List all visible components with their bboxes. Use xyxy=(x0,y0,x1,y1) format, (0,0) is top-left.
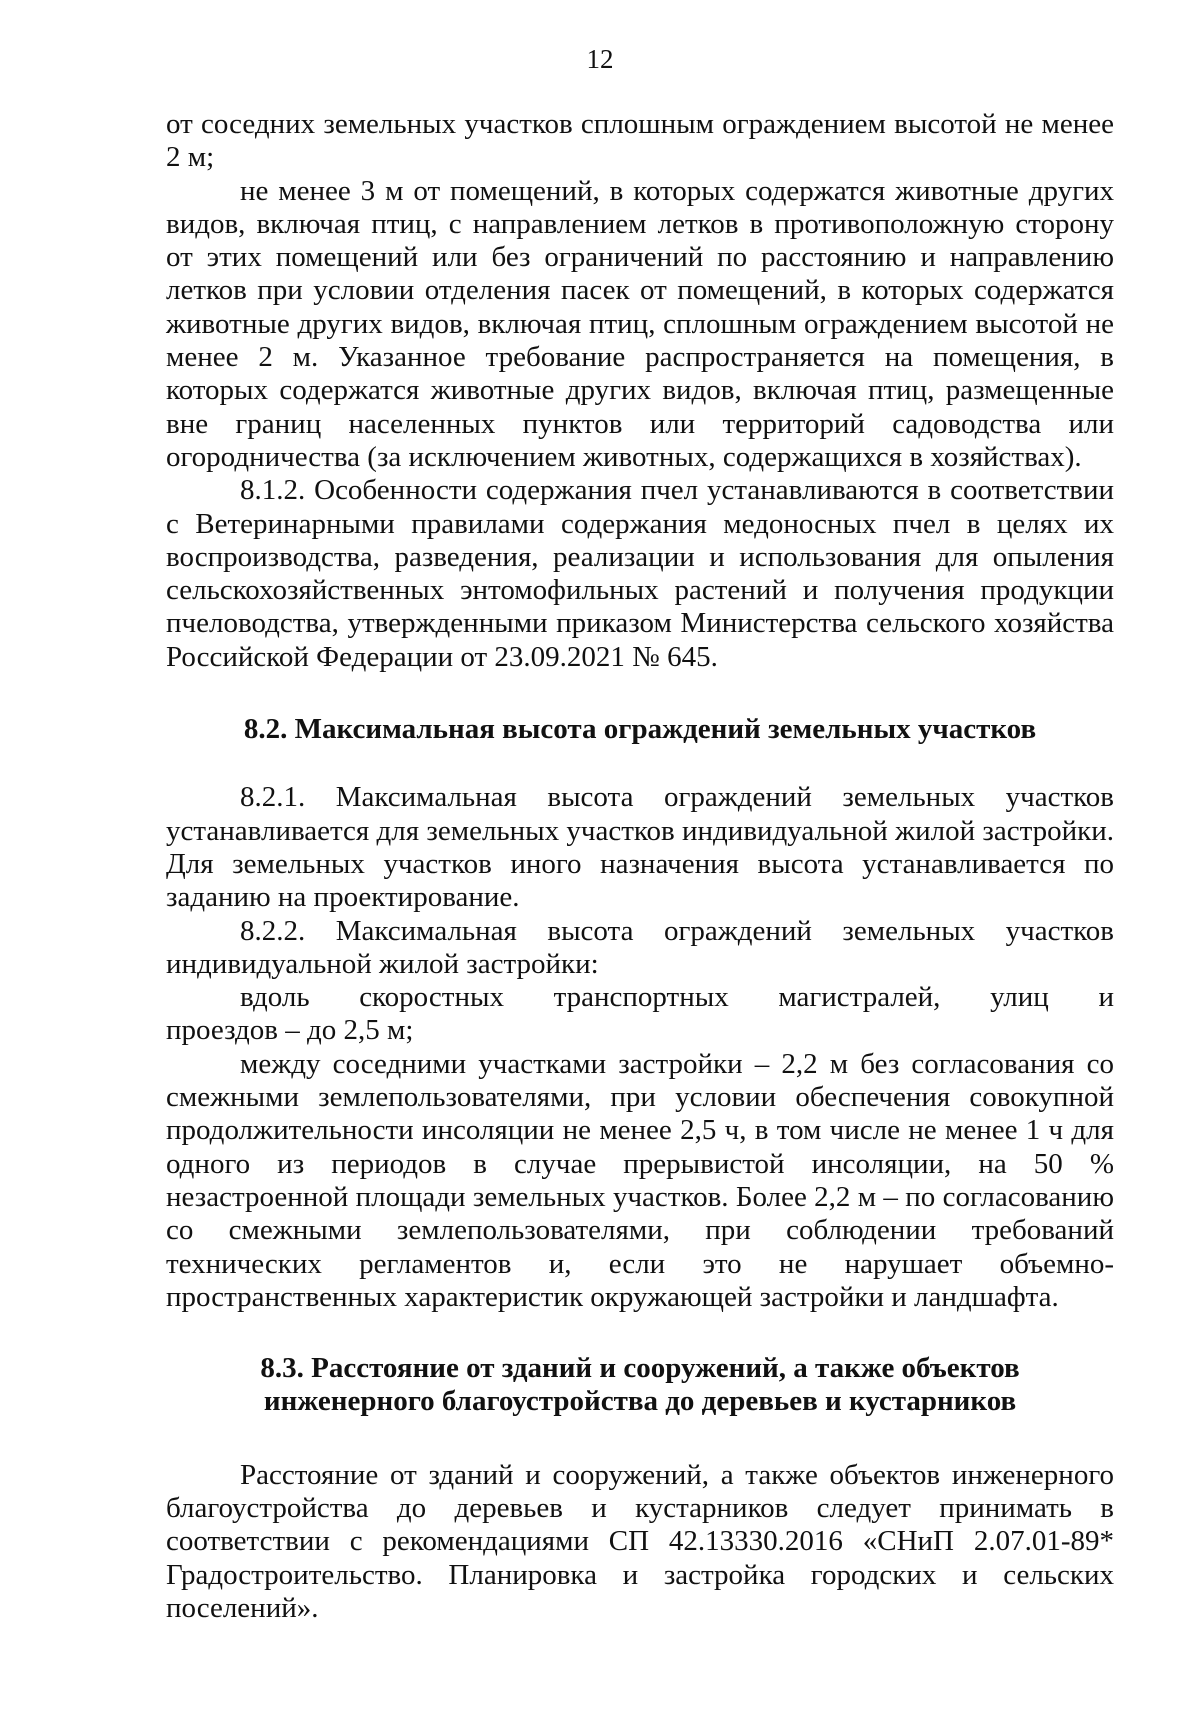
paragraph-between-plots: между соседними участками застройки – 2,2 м без согласования со смежными землепользователями, при условии обеспечения совокупной продолжительности инсоляции не менее 2,5 ч, в том числе не менее 1 ч для одного из периодов в случае прерывистой инсоляции, на 50 % незастроенной площади земельных участков. Более 2,2 м – по согласованию со смежными землепользователями, при соблюдении требований технических регламентов и, если это не нарушает объемно-пространственных характеристик окружающей застройки и ландшафта. xyxy=(166,1047,1114,1313)
paragraph-8-1-2: 8.1.2. Особенности содержания пчел устанавливаются в соответствии с Ветеринарными правилами содержания медоносных пчел в целях их воспроизводства, разведения, реализации и использования для опыления сельскохозяйственных энтомофильных растений и получения продукции пчеловодства, утвержденными приказом Министерства сельского хозяйства Российской Федерации от 23.09.2021 № 645. xyxy=(166,474,1114,673)
paragraph-8-2-2: 8.2.2. Максимальная высота ограждений земельных участков индивидуальной жилой застройки: xyxy=(166,914,1114,980)
paragraph-driveways: проездов – до 2,5 м; xyxy=(166,1014,414,1047)
document-body xyxy=(166,108,1114,1625)
paragraph-along-roads: вдоль скоростных транспортных магистралей, улиц и xyxy=(240,981,1114,1014)
paragraph-8-2-1: 8.2.1. Максимальная высота ограждений земельных участков устанавливается для земельных участков индивидуальной жилой застройки. Для земельных участков иного назначения высота устанавливается по заданию на проектирование. xyxy=(166,781,1114,914)
section-8-3-heading xyxy=(166,1352,1114,1419)
paragraph-intro-1: от соседних земельных участков сплошным ограждением высотой не менее 2 м; xyxy=(166,108,1114,174)
paragraph-8-3: Расстояние от зданий и сооружений, а также объектов инженерного благоустройства до деревьев и кустарников следует принимать в соответствии с рекомендациями СП 42.13330.2016 «СНиП 2.07.01-89* Градостроительство. Планировка и застройка городских и сельских поселений». xyxy=(166,1458,1114,1624)
section-8-3-heading-line-1: 8.3. Расстояние от зданий и сооружений, а также объектов xyxy=(260,1352,1020,1385)
page-number: 12 xyxy=(586,44,614,74)
section-8-2-heading: 8.2. Максимальная высота ограждений земельных участков xyxy=(243,713,1037,746)
paragraph-intro-2: не менее 3 м от помещений, в которых содержатся животные других видов, включая птиц, с направлением летков в противоположную сторону от этих помещений или без ограничений по расстоянию и направлению летков при условии отделения пасек от помещений, в которых содержатся животные других видов, включая птиц, сплошным ограждением высотой не менее 2 м. Указанное требование распространяется на помещения, в которых содержатся животные других видов, включая птиц, размещенные вне границ населенных пунктов или территорий садоводства или огородничества (за исключением животных, содержащихся в хозяйствах). xyxy=(166,174,1114,473)
section-8-3-heading-line-2: инженерного благоустройства до деревьев и кустарников xyxy=(263,1385,1017,1418)
